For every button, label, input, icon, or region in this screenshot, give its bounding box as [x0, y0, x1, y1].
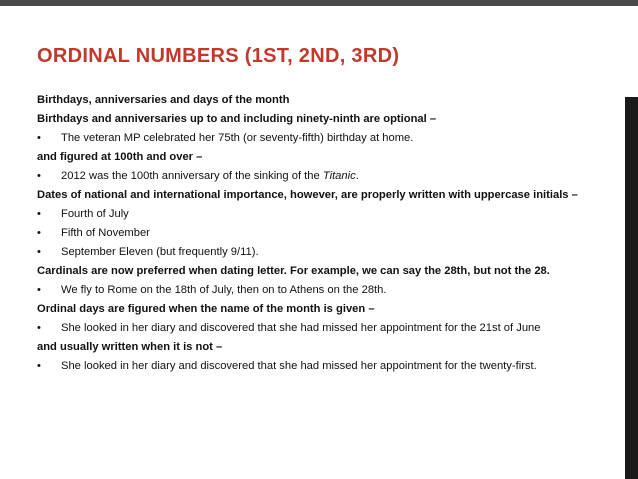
- bullet-icon: •: [37, 246, 41, 258]
- italic-title: Titanic: [322, 170, 356, 182]
- bullet-item: [37, 132, 582, 145]
- bullet-icon: •: [37, 208, 41, 220]
- bullet-text: Fourth of July: [61, 208, 129, 220]
- slide-title: ORDINAL NUMBERS (1ST, 2ND, 3RD): [37, 45, 400, 67]
- bullet-item: [37, 208, 582, 221]
- bullet-item: [37, 360, 582, 373]
- bullet-text: [61, 170, 582, 183]
- heading-cardinals: Cardinals are now preferred when dating letter. For example, we can say the 28th, but not the 28.: [37, 265, 550, 277]
- bullet-item: [37, 227, 582, 240]
- heading-written-out: and usually written when it is not –: [37, 341, 223, 353]
- bullet-icon: •: [37, 170, 41, 182]
- top-rule: [0, 0, 638, 6]
- bullet-text: September Eleven (but frequently 9/11).: [61, 246, 259, 258]
- bullet-text-start: 2012 was the 100th anniversary of the sinking of the: [61, 170, 323, 182]
- bullet-text-end: .: [355, 170, 359, 182]
- heading-100th: and figured at 100th and over –: [37, 151, 203, 163]
- heading-birthdays: Birthdays, anniversaries and days of the month: [37, 94, 290, 106]
- heading-ordinal-days: Ordinal days are figured when the name of the month is given –: [37, 303, 375, 315]
- heading-national-dates: Dates of national and international importance, however, are properly written with uppercase initials –: [37, 189, 578, 201]
- heading-optional-ordinals: Birthdays and anniversaries up to and including ninety-ninth are optional –: [37, 113, 437, 125]
- bullet-icon: •: [37, 322, 41, 334]
- slide-body: [37, 94, 582, 379]
- bullet-item: [37, 170, 582, 183]
- bullet-icon: •: [37, 132, 41, 144]
- bullet-text: We fly to Rome on the 18th of July, then on to Athens on the 28th.: [61, 284, 387, 296]
- bullet-item: [37, 284, 582, 297]
- bullet-item: [37, 322, 582, 335]
- bullet-text: She looked in her diary and discovered that she had missed her appointment for the 21st of June: [61, 322, 541, 334]
- bullet-icon: •: [37, 227, 41, 239]
- bullet-text: The veteran MP celebrated her 75th (or seventy-fifth) birthday at home.: [61, 132, 414, 144]
- bullet-icon: •: [37, 360, 41, 372]
- bullet-text: Fifth of November: [61, 227, 150, 239]
- bullet-item: [37, 246, 582, 259]
- bullet-text: She looked in her diary and discovered that she had missed her appointment for the twenty-first.: [61, 360, 537, 372]
- right-accent-bar: [625, 97, 638, 479]
- bullet-icon: •: [37, 284, 41, 296]
